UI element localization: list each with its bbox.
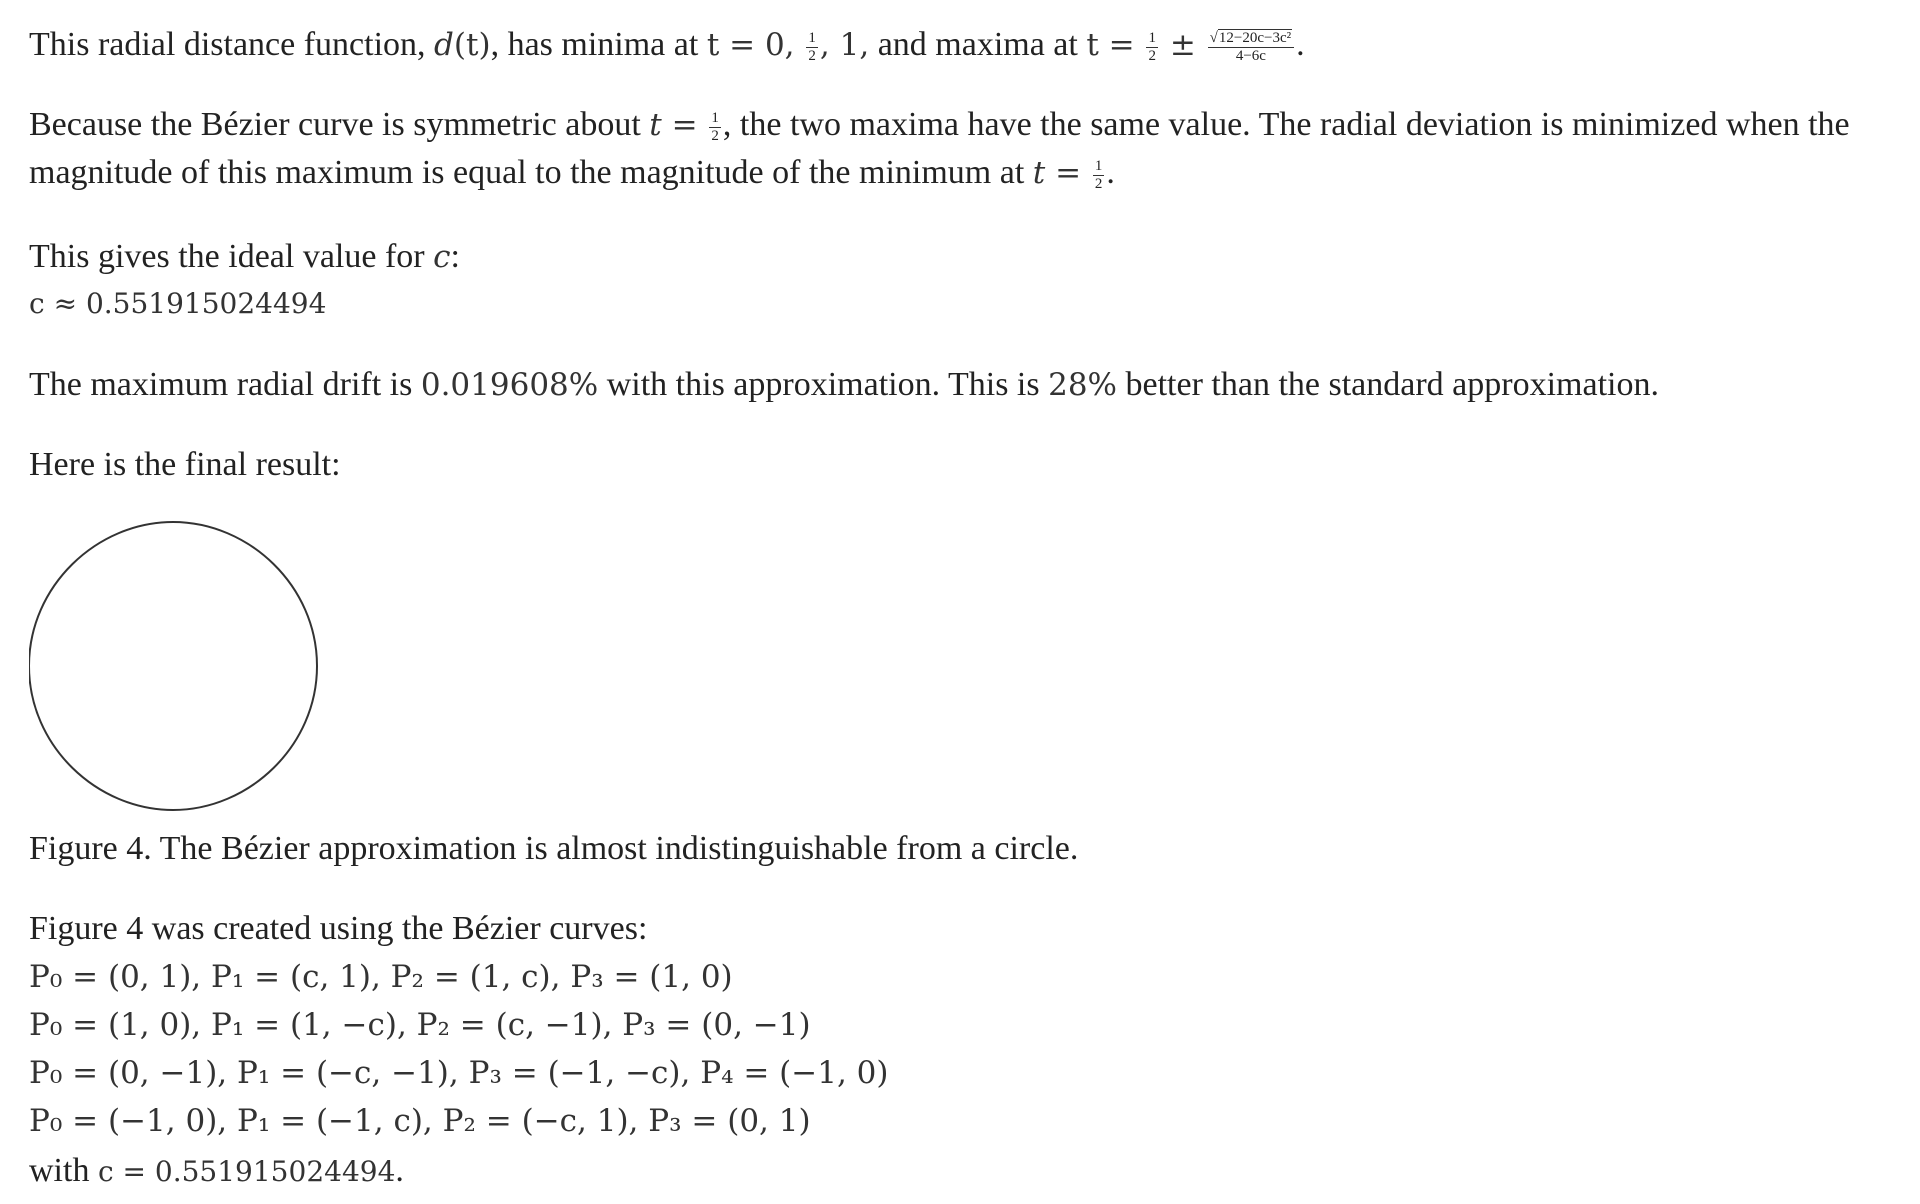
- frac-num: 1: [1094, 157, 1103, 174]
- frac-den: 4−6c: [1235, 47, 1266, 64]
- fraction-half: [806, 31, 818, 64]
- sqrt-radicand: 12−20c−3c²: [1218, 29, 1292, 46]
- text: and maxima at: [869, 26, 1087, 63]
- text: with: [29, 1152, 98, 1189]
- text: .: [395, 1152, 404, 1189]
- frac-den: 2: [808, 47, 816, 64]
- curve-row: P₀ = (0, −1), P₁ = (−c, −1), P₃ = (−1, −c), P₄ = (−1, 0): [29, 1055, 889, 1091]
- text: better than the standard approximation.: [1117, 366, 1659, 403]
- frac-den: 2: [1148, 47, 1156, 64]
- math-plus-minus: ±: [1159, 27, 1206, 63]
- figure-circle: [29, 518, 329, 818]
- paragraph-with-c: [29, 1154, 404, 1188]
- text: :: [450, 238, 460, 275]
- math-t-values: t = 0,: [706, 27, 805, 63]
- paragraph-ideal-value: [29, 240, 460, 274]
- paragraph-curves-intro: Figure 4 was created using the Bézier curves:: [29, 910, 648, 947]
- math-c-value: c = 0.551915024494: [97, 1155, 396, 1188]
- frac-num: 1: [1148, 29, 1156, 46]
- formula-c-value: c ≈ 0.551915024494: [29, 287, 327, 320]
- curve-row: P₀ = (0, 1), P₁ = (c, 1), P₂ = (1, c), P₃ = (1, 0): [29, 959, 733, 995]
- paragraph-minima-maxima: [29, 28, 1305, 64]
- frac-num: 1: [711, 109, 719, 126]
- text: .: [1106, 154, 1115, 191]
- math-t-eq: t =: [1032, 155, 1091, 191]
- text: with this approximation. This is: [598, 366, 1049, 403]
- paragraph-radial-drift: [29, 368, 1659, 402]
- bezier-circle-graphic: [29, 518, 329, 818]
- math-improvement-value: 28%: [1048, 367, 1118, 403]
- frac-num: 1: [808, 29, 816, 46]
- bezier-circle-path: [29, 522, 317, 810]
- text: , has minima at: [490, 26, 707, 63]
- math-d-arg: (t): [453, 27, 491, 63]
- text: magnitude of this maximum is equal to the magnitude of the minimum at: [29, 154, 1033, 191]
- text: Because the Bézier curve is symmetric about: [29, 106, 650, 143]
- math-t-eq: t =: [1086, 27, 1145, 63]
- paragraph-symmetry-line1: [29, 108, 1850, 144]
- math-one: , 1,: [819, 27, 870, 63]
- text: The maximum radial drift is: [29, 366, 421, 403]
- sqrt: [1218, 31, 1292, 46]
- fraction-half: [709, 111, 721, 144]
- text: This gives the ideal value for: [29, 238, 434, 275]
- math-drift-value: 0.019608%: [420, 367, 599, 403]
- frac-den: 2: [711, 127, 719, 144]
- figure-caption: Figure 4. The Bézier approximation is almost indistinguishable from a circle.: [29, 830, 1079, 867]
- math-t-eq: t =: [649, 107, 708, 143]
- fraction-sqrt: [1208, 31, 1294, 64]
- text: , the two maxima have the same value. The radial deviation is minimized when the: [722, 106, 1850, 143]
- text: .: [1296, 26, 1305, 63]
- text: This radial distance function,: [29, 26, 435, 63]
- paragraph-symmetry-line2: [29, 156, 1115, 192]
- curve-row: P₀ = (−1, 0), P₁ = (−1, c), P₂ = (−c, 1), P₃ = (0, 1): [29, 1103, 811, 1139]
- fraction-half: [1146, 31, 1158, 64]
- curve-row: P₀ = (1, 0), P₁ = (1, −c), P₂ = (c, −1), P₃ = (0, −1): [29, 1007, 811, 1043]
- math-c: c: [433, 239, 451, 275]
- paragraph-final-result: Here is the final result:: [29, 446, 341, 483]
- frac-den: 2: [1094, 175, 1103, 192]
- math-d: d: [434, 27, 454, 63]
- fraction-half: [1093, 159, 1105, 192]
- frac-num: √12−20c−3c²: [1208, 31, 1294, 48]
